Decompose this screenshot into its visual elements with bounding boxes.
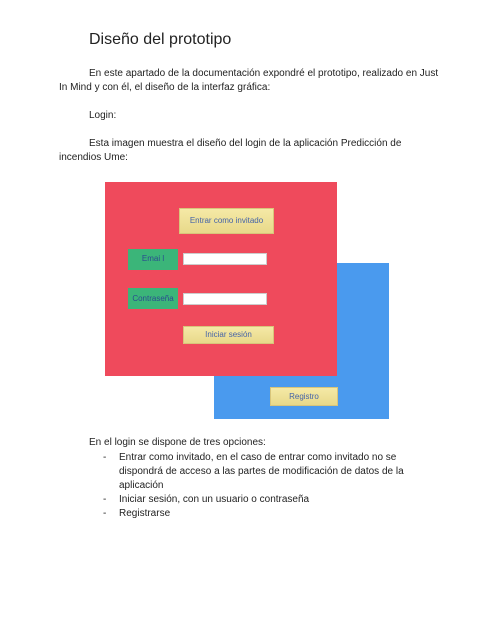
guest-button: Entrar como invitado <box>179 208 274 234</box>
description-paragraph: Esta imagen muestra el diseño del login de la aplicación Predicción de incendios Ume: <box>59 138 402 163</box>
list-item-text: Iniciar sesión, con un usuario o contraseña <box>119 494 310 505</box>
password-field <box>183 293 267 305</box>
list-item <box>103 493 433 507</box>
list-item-text: Entrar como invitado, en el caso de entrar como invitado no se dispondrá de acceso a las partes de modificación de datos de la aplicación <box>119 452 404 491</box>
list-item <box>103 451 433 493</box>
page-title: Diseño del prototipo <box>89 31 232 48</box>
email-field <box>183 253 267 265</box>
login-label: Login: <box>89 110 117 121</box>
email-label: Emai l <box>128 249 178 270</box>
login-mockup-figure <box>105 182 390 419</box>
list-item-text: Registrarse <box>119 508 171 519</box>
list-dash: - <box>103 452 107 463</box>
list-item <box>103 507 433 521</box>
list-dash: - <box>103 508 107 519</box>
list-dash: - <box>103 494 107 505</box>
password-label: Contraseña <box>128 288 178 309</box>
login-button: Iniciar sesión <box>183 326 274 344</box>
options-title: En el login se dispone de tres opciones: <box>89 437 266 448</box>
options-list <box>103 451 433 521</box>
intro-paragraph: En este apartado de la documentación expondré el prototipo, realizado en Just In Mind y con él, el diseño de la interfaz gráfica: <box>59 68 439 93</box>
login-panel <box>105 182 337 376</box>
register-button: Registro <box>270 387 338 406</box>
